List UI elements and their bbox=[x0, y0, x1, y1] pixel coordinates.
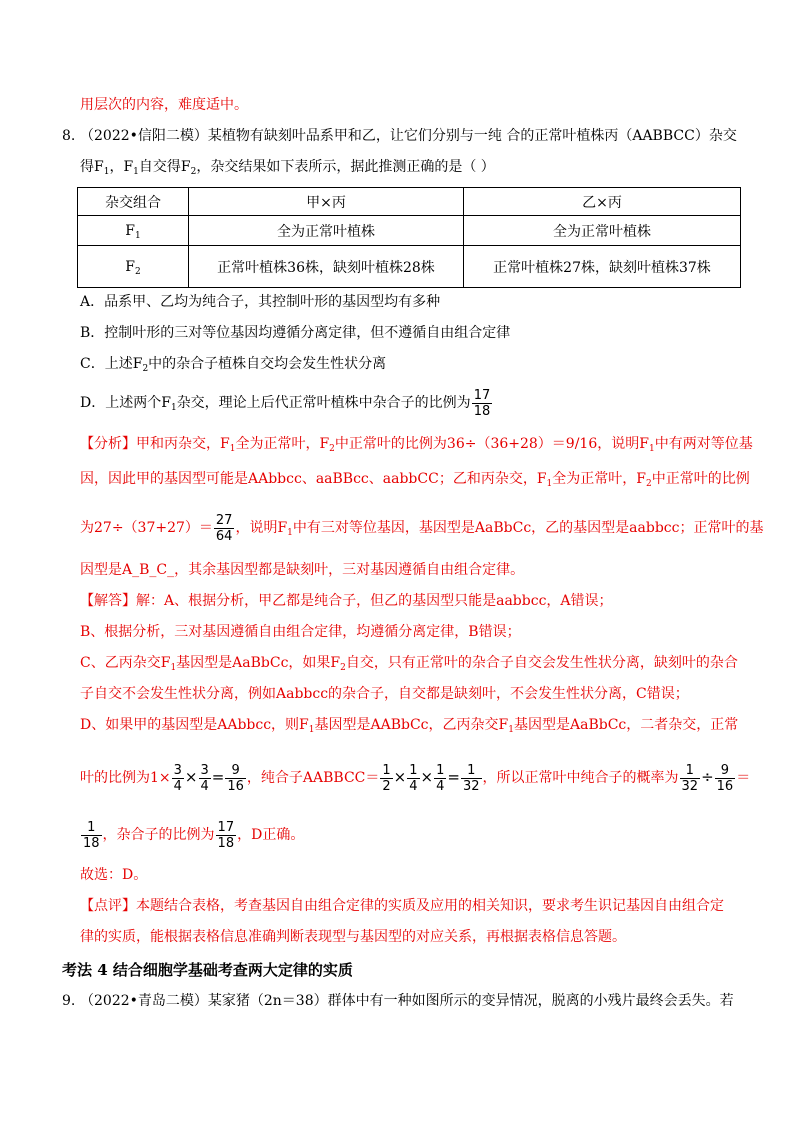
table-cell: $F_2$ bbox=[78, 246, 189, 288]
table-cell: $F_1$ bbox=[78, 216, 189, 246]
analysis-line1: 【分析】甲和丙杂交，$F_1$全为正常叶，$F_2$中正常叶的比例为36÷（36+28）＝9/16，说明$F_1$中有两对等位基 bbox=[80, 436, 753, 454]
table-cell: 全为正常叶植株 bbox=[464, 216, 741, 246]
fraction: $\frac{3}{4}$ bbox=[173, 762, 182, 794]
table-row bbox=[78, 246, 741, 288]
fraction: $\frac{17}{18}$ bbox=[473, 387, 491, 419]
table-row bbox=[78, 216, 741, 246]
table-cell: 全为正常叶植株 bbox=[189, 216, 464, 246]
table-cell: 正常叶植株27株，缺刻叶植株37株 bbox=[464, 246, 741, 288]
question-9-number: 9. bbox=[62, 993, 76, 1009]
cross-results-table bbox=[77, 187, 741, 288]
comment-line1: 【点评】本题结合表格，考查基因自由组合定律的实质及应用的相关知识，要求考生识记基因自由组合定 bbox=[80, 898, 724, 914]
fraction: $\frac{1}{4}$ bbox=[409, 762, 418, 794]
answer-choice: 故选：D。 bbox=[80, 867, 148, 883]
fraction: $\frac{1}{4}$ bbox=[436, 762, 445, 794]
question-9-stem: （2022•青岛二模）某家猪（2n＝38）群体中有一种如图所示的变异情况，脱离的小残片最终会丢失。若 bbox=[80, 993, 734, 1009]
table-header-cell: 乙×丙 bbox=[464, 188, 741, 216]
table-header-cell: 甲×丙 bbox=[189, 188, 464, 216]
fraction: $\frac{1}{18}$ bbox=[83, 819, 100, 851]
fraction: $\frac{27}{64}$ bbox=[215, 512, 233, 544]
option-b: B．控制叶形的三对等位基因均遵循分离定律，但不遵循自由组合定律 bbox=[80, 325, 511, 341]
answer-line7: $\frac{1}{18}$ ，杂合子的比例为 $\frac{17}{18}$ ，D正确。 bbox=[83, 819, 305, 851]
question-8-number: 8. bbox=[62, 128, 76, 144]
fraction: $\frac{1}{2}$ bbox=[382, 762, 391, 794]
answer-line1: 【解答】解：A、根据分析，甲乙都是纯合子，但乙的基因型只能是aabbcc，A错误； bbox=[80, 593, 613, 609]
section-title: 考法 4 结合细胞学基础考查两大定律的实质 bbox=[62, 961, 353, 979]
comment-line2: 律的实质，能根据表格信息准确判断表现型与基因型的对应关系，再根据表格信息答题。 bbox=[80, 929, 626, 945]
option-c: C．上述$F_2$中的杂合子植株自交均会发生性状分离 bbox=[80, 356, 387, 374]
analysis-line3: 为27÷（37+27）＝ $\frac{27}{64}$ ，说明$F_1$中有三对等位基因，基因型是AaBbCc，乙的基因型是aabbcc；正常叶的基 bbox=[80, 512, 764, 544]
previous-comment-tail: 用层次的内容，难度适中。 bbox=[80, 97, 248, 113]
table-cell: 正常叶植株36株，缺刻叶植株28株 bbox=[189, 246, 464, 288]
option-d: D．上述两个$F_1$杂交，理论上后代正常叶植株中杂合子的比例为 $\frac{17}{18}$ bbox=[80, 387, 491, 419]
fraction: $\frac{3}{4}$ bbox=[200, 762, 209, 794]
analysis-line2: 因，因此甲的基因型可能是AAbbcc、aaBBcc、aabbCC；乙和丙杂交，$F_1$全为正常叶，$F_2$中正常叶的比例 bbox=[80, 471, 750, 489]
table-header-cell: 杂交组合 bbox=[78, 188, 189, 216]
fraction: $\frac{9}{16}$ bbox=[716, 762, 734, 794]
analysis-tag: 【分析】 bbox=[80, 436, 136, 452]
answer-line6: 叶的比例为1× $\frac{3}{4}$ × $\frac{3}{4}$ = $\frac{9}{16}$ ，纯合子AABBCC＝ $\frac{1}{2}$ × $\frac{1}{4}$ × $\frac{1}{4}$ = $\frac{1}{32}$ ，所以正常叶中纯合子的概率为 $\frac{1}{32}$ ÷ $\frac{9}{16}$ ＝ bbox=[80, 762, 751, 794]
fraction: $\frac{1}{32}$ bbox=[681, 762, 699, 794]
option-a: A．品系甲、乙均为纯合子，其控制叶形的基因型均有多种 bbox=[80, 294, 441, 310]
fraction: $\frac{17}{18}$ bbox=[217, 819, 235, 851]
question-8-stem-line1: （2022•信阳二模）某植物有缺刻叶品系甲和乙，让它们分别与一纯 合的正常叶植株丙（AABBCC）杂交 bbox=[80, 128, 737, 144]
answer-line5: D、如果甲的基因型是AAbbcc，则$F_1$基因型是AABbCc，乙丙杂交$F_1$基因型是AaBbCc，二者杂交，正常 bbox=[80, 717, 739, 735]
question-8-stem-line2: 得$F_1$，$F_1$自交得$F_2$，杂交结果如下表所示，据此推测正确的是（ ） bbox=[80, 159, 495, 177]
table-header-row bbox=[78, 188, 741, 216]
answer-line3: C、乙丙杂交$F_1$基因型是AaBbCc，如果$F_2$自交，只有正常叶的杂合子自交会发生性状分离，缺刻叶的杂合 bbox=[80, 655, 738, 673]
comment-tag: 【点评】 bbox=[80, 898, 136, 914]
analysis-line4: 因型是A_B_C_，其余基因型都是缺刻叶，三对基因遵循自由组合定律。 bbox=[80, 562, 525, 578]
fraction: $\frac{9}{16}$ bbox=[227, 762, 244, 794]
answer-line4: 子自交不会发生性状分离，例如Aabbcc的杂合子，自交都是缺刻叶，不会发生性状分离，C错误； bbox=[80, 686, 689, 702]
fraction: $\frac{1}{32}$ bbox=[462, 762, 480, 794]
answer-line2: B、根据分析，三对基因遵循自由组合定律，均遵循分离定律，B错误； bbox=[80, 624, 521, 640]
answer-tag: 【解答】 bbox=[80, 593, 136, 609]
